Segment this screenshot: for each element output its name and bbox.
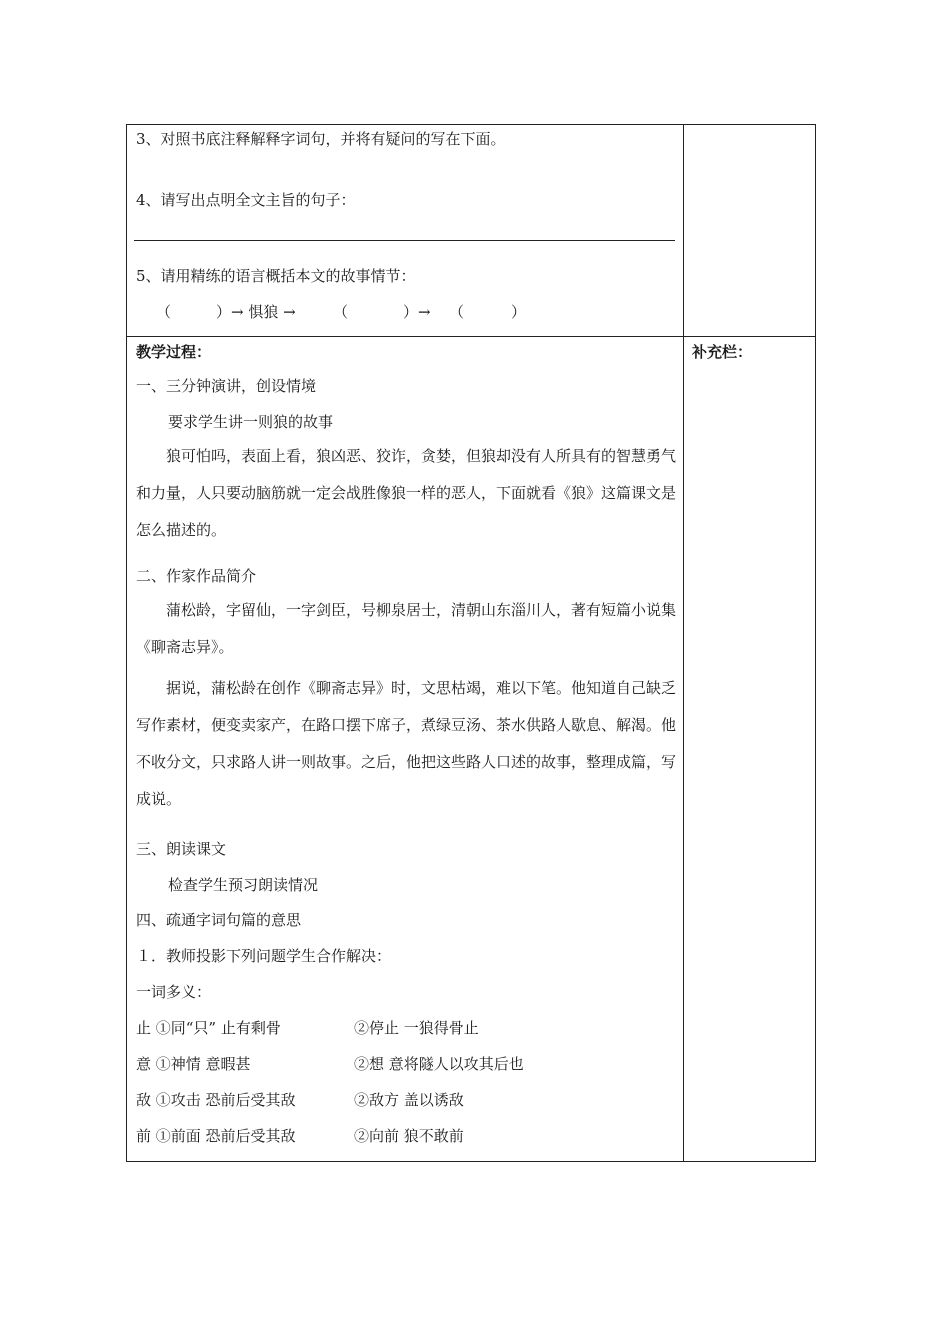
polysemy-item: ②敌方 盖以诱敌: [354, 1091, 464, 1109]
section-1-paragraph: [136, 438, 676, 549]
section-1-title: 一、三分钟演讲，创设情境: [136, 377, 317, 395]
plot-blank-3-close: ）: [511, 303, 527, 321]
polysemy-item: ②向前 狼不敢前: [354, 1127, 464, 1145]
section-2-paragraph-2: [136, 670, 676, 818]
table-column-divider: [683, 124, 684, 1162]
polysemy-item: 敌 ①攻击 恐前后受其敌: [136, 1091, 296, 1109]
question-3: 3、对照书底注释解释字词句，并将有疑问的写在下面。: [136, 130, 506, 148]
section-1-paragraph-text: 狼可怕吗，表面上看，狼凶恶、狡诈，贪婪，但狼却没有人所具有的智慧勇气和力量，人只要动脑筋就一定会战胜像狼一样的恶人，下面就看《狼》这篇课文是怎么描述的。: [136, 447, 677, 539]
section-2-paragraph-2-text: 据说，蒲松龄在创作《聊斋志异》时，文思枯竭，难以下笔。他知道自己缺乏写作素材，便变卖家产，在路口摆下席子，煮绿豆汤、茶水供路人歇息、解渴。他不收分文，只求路人讲一则故事。之后，他把这些路人口述的故事，整理成篇，写成说。: [136, 679, 677, 808]
section-4-title: 四、疏通字词句篇的意思: [136, 911, 302, 929]
plot-blank-3-open: （: [449, 303, 465, 321]
section-2-title: 二、作家作品简介: [136, 567, 257, 585]
plot-middle: ）→ 惧狼 →: [216, 303, 296, 321]
table-border-left: [126, 124, 127, 1162]
table-border-right: [815, 124, 816, 1162]
section-1-line: 要求学生讲一则狼的故事: [168, 413, 334, 431]
section-2-paragraph-1-text: 蒲松龄，字留仙，一字剑臣，号柳泉居士，清朝山东淄川人，著有短篇小说集《聊斋志异》。: [136, 601, 677, 656]
section-4-item-1: １．教师投影下列问题学生合作解决：: [136, 947, 392, 965]
section-2-paragraph-1: [136, 592, 676, 666]
polysemy-item: ②想 意将隧人以攻其后也: [354, 1055, 524, 1073]
plot-blank-2-open: （: [333, 303, 349, 321]
table-border-top: [126, 124, 816, 125]
section-3-title: 三、朗读课文: [136, 840, 227, 858]
question-5: 5、请用精练的语言概括本文的故事情节：: [136, 267, 416, 285]
polysemy-item: ②停止 一狼得骨止: [354, 1019, 479, 1037]
plot-arrow-2: ）→: [403, 303, 431, 321]
supplement-heading: 补充栏：: [692, 343, 753, 361]
polysemy-title: 一词多义：: [136, 983, 212, 1001]
plot-blank-1-open: （: [156, 303, 172, 321]
answer-line: [134, 240, 675, 241]
polysemy-item: 意 ①神情 意暇甚: [136, 1055, 251, 1073]
polysemy-item: 前 ①前面 恐前后受其敌: [136, 1127, 296, 1145]
section-3-line: 检查学生预习朗读情况: [168, 876, 319, 894]
question-4: 4、请写出点明全文主旨的句子：: [136, 191, 356, 209]
table-border-bottom: [126, 1161, 816, 1162]
polysemy-item: 止 ①同“只” 止有剩骨: [136, 1019, 281, 1037]
table-row-divider: [126, 336, 816, 337]
process-heading: 教学过程：: [136, 343, 212, 361]
